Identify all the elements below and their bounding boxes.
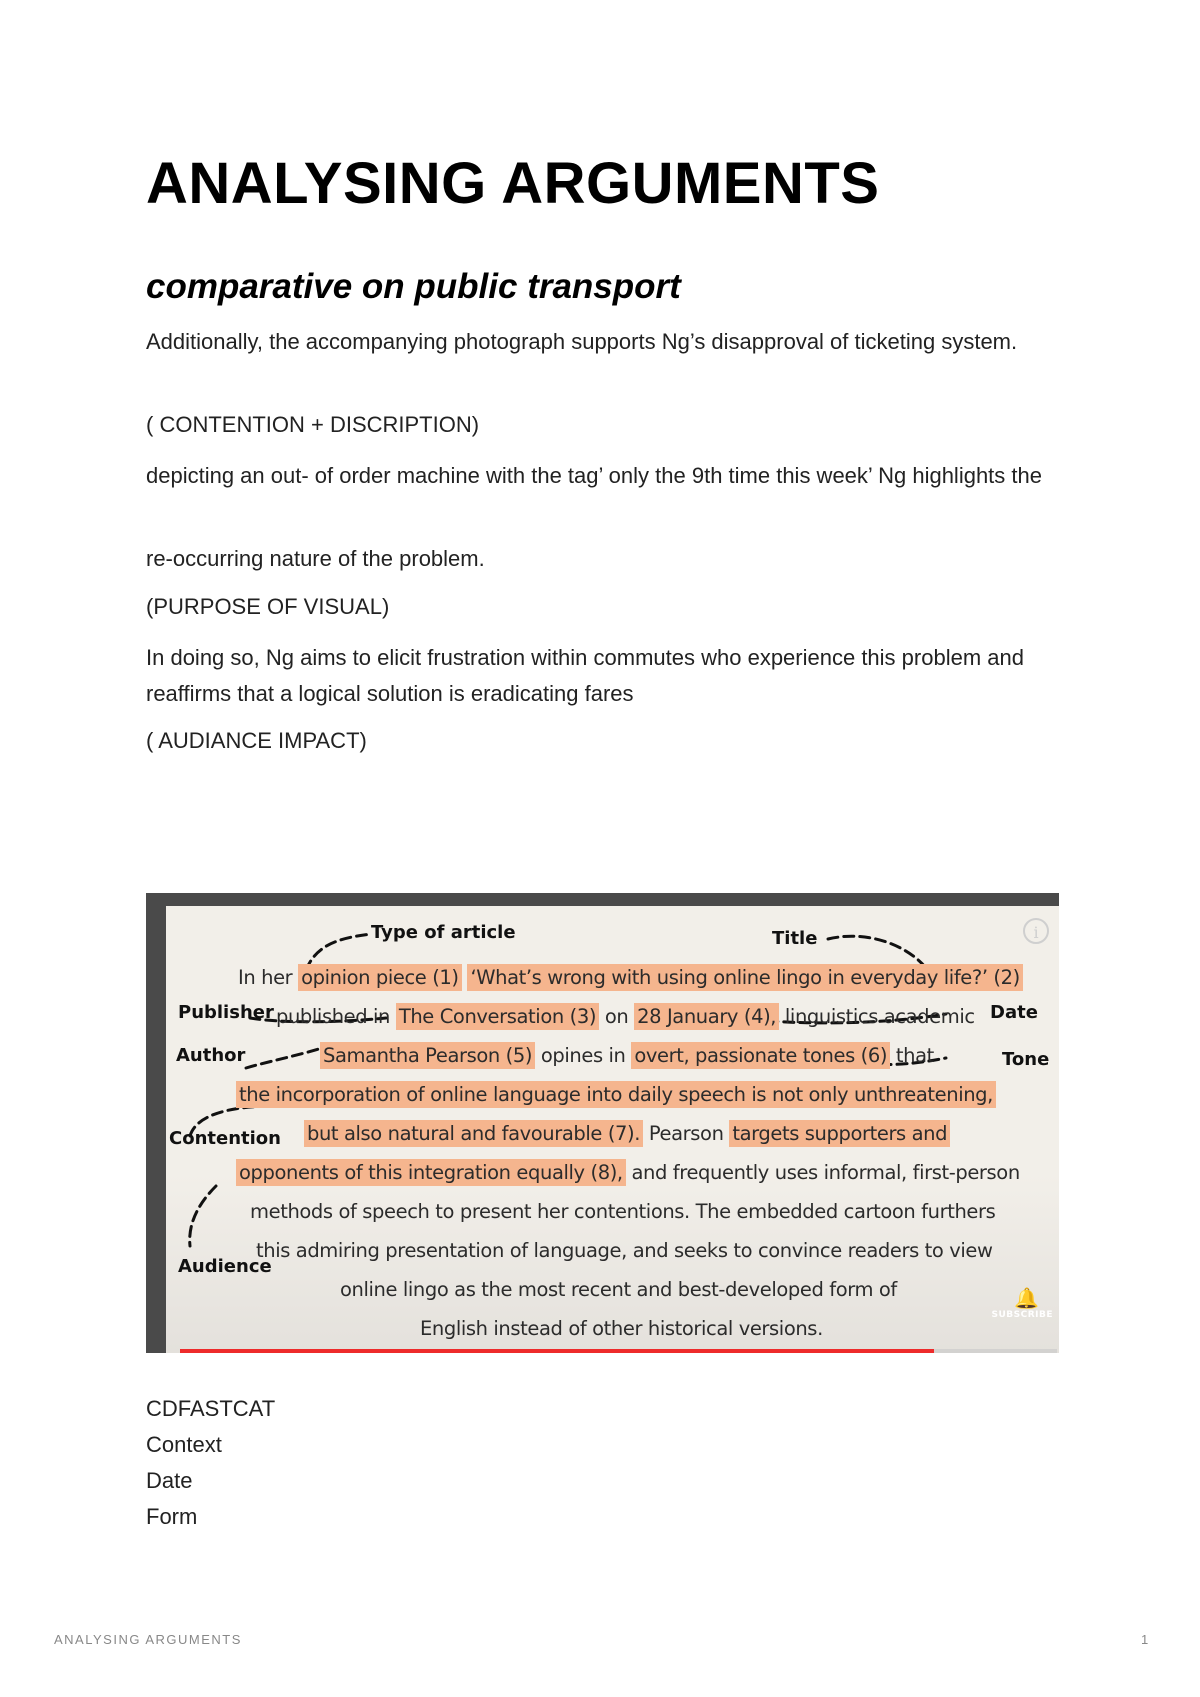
screenshot-line-1: In her opinion piece (1) ‘What’s wrong with using online lingo in everyday life?’ (2): [238, 966, 1023, 989]
label-contention: Contention: [169, 1128, 281, 1149]
highlight-tone: overt, passionate tones (6): [631, 1042, 890, 1069]
embedded-video-screenshot: [146, 893, 1059, 1353]
screenshot-line-4: [236, 1083, 996, 1106]
label-audience: Audience: [178, 1256, 272, 1277]
page-title: ANALYSING ARGUMENTS: [146, 151, 880, 216]
paragraph-reoccurring: re-occurring nature of the problem.: [146, 546, 485, 571]
highlight-audience-1: targets supporters and: [729, 1120, 950, 1147]
screenshot-line-3: Samantha Pearson (5) opines in overt, passionate tones (6) that: [320, 1044, 934, 1067]
author-arrow: [246, 1048, 322, 1068]
video-progress-fill: [180, 1349, 934, 1353]
screenshot-line-7: methods of speech to present her contentions. The embedded cartoon furthers: [250, 1200, 996, 1223]
video-progress-bar[interactable]: [180, 1349, 1057, 1353]
footer-page-number: 1: [1141, 1632, 1149, 1647]
list-item: Form: [146, 1504, 198, 1529]
label-author: Author: [176, 1045, 246, 1066]
screenshot-line-8: this admiring presentation of language, and seeks to convince readers to view: [256, 1239, 993, 1262]
cdfastcat-list: [146, 1391, 275, 1535]
label-type-of-article: Type of article: [371, 922, 516, 943]
paragraph-contention-label: ( CONTENTION + DISCRIPTION): [146, 412, 480, 437]
highlight-author: Samantha Pearson (5): [320, 1042, 535, 1069]
paragraph-audience-label: ( AUDIANCE IMPACT): [146, 728, 367, 753]
screenshot-line-5: but also natural and favourable (7). Pearson targets supporters and: [304, 1122, 950, 1145]
screenshot-line-10: English instead of other historical versions.: [420, 1317, 823, 1340]
label-publisher: Publisher: [178, 1002, 274, 1023]
list-item: CDFASTCAT: [146, 1396, 276, 1421]
highlight-publisher: The Conversation (3): [396, 1003, 599, 1030]
footer-title: ANALYSING ARGUMENTS: [54, 1632, 242, 1647]
screenshot-line-2: published in The Conversation (3) on 28 January (4), linguistics academic: [276, 1005, 975, 1028]
screenshot-line-6: opponents of this integration equally (8), and frequently uses informal, first-person: [236, 1161, 1020, 1184]
screenshot-line-9: online lingo as the most recent and best-developed form of: [340, 1278, 897, 1301]
paragraph-photograph: Additionally, the accompanying photograph supports Ng’s disapproval of ticketing system.: [146, 329, 1018, 354]
highlight-contention-1: the incorporation of online language into daily speech is not only unthreatening,: [236, 1081, 996, 1108]
highlight-title: ‘What’s wrong with using online lingo in everyday life?’ (2): [467, 964, 1022, 991]
list-item: Date: [146, 1468, 193, 1493]
subscribe-button[interactable]: SUBSCRIBE: [991, 1310, 1053, 1320]
paragraph-purpose-label: (PURPOSE OF VISUAL): [146, 594, 390, 619]
label-tone: Tone: [1002, 1049, 1050, 1070]
audience-arrow: [190, 1186, 216, 1246]
label-title: Title: [772, 928, 818, 949]
highlight-type-of-article: opinion piece (1): [298, 964, 462, 991]
label-date: Date: [990, 1002, 1038, 1023]
highlight-contention-2: but also natural and favourable (7).: [304, 1120, 643, 1147]
paragraph-depicting: depicting an out- of order machine with the tag’ only the 9th time this week’ Ng highlights the: [146, 463, 1042, 488]
bell-icon[interactable]: 🔔: [1014, 1288, 1039, 1310]
info-icon[interactable]: i: [1023, 918, 1049, 944]
paragraph-audience-impact: In doing so, Ng aims to elicit frustration within commutes who experience this problem and reaffirms that a logical solution is eradicating fares: [146, 645, 1024, 706]
annotated-text-panel: [166, 906, 1059, 1353]
highlight-audience-2: opponents of this integration equally (8),: [236, 1159, 626, 1186]
highlight-date: 28 January (4),: [634, 1003, 779, 1030]
page-subtitle: comparative on public transport: [146, 267, 681, 306]
list-item: Context: [146, 1432, 222, 1457]
